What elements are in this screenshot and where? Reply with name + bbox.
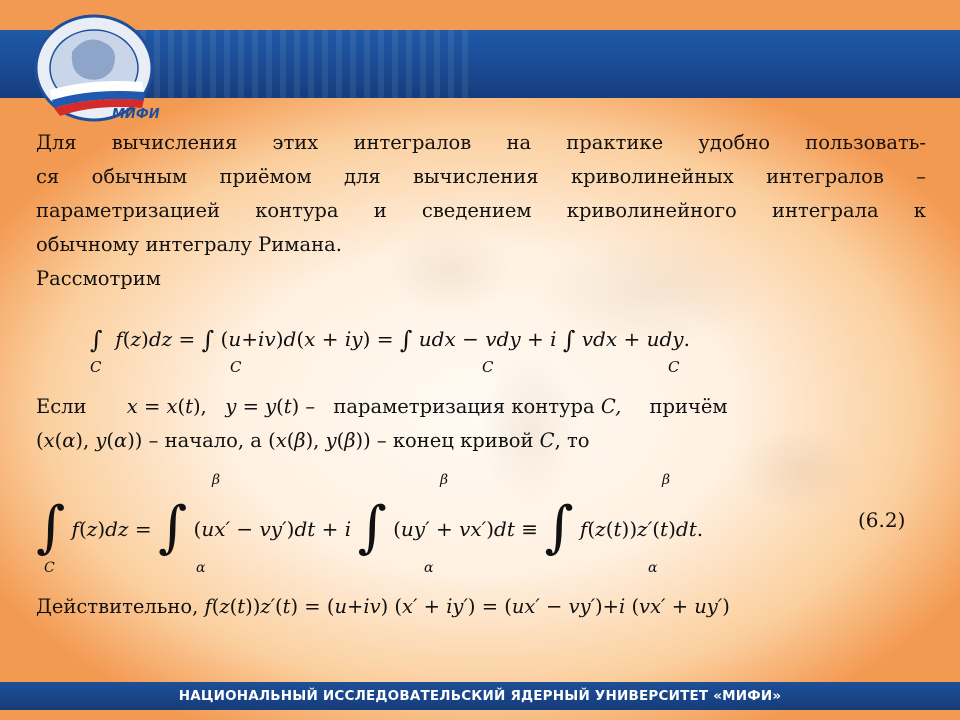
building-photo-strip <box>140 30 470 98</box>
if-word: Если <box>36 395 87 418</box>
paragraph-line-4: обычному интегралу Римана. <box>36 233 342 256</box>
equation-integral-decomposition: ∫ C f(z)dz = ∫ C (u+iv)d(x + iy) = ∫ C udx − vdy + i ∫ C vdx + udy. <box>90 326 690 376</box>
indeed-word: Действительно, <box>36 595 199 618</box>
end-text: – конец кривой <box>376 429 534 452</box>
paragraph-line-1: Для вычисления этих интегралов на практике удобно пользовать- <box>36 131 926 154</box>
slide-body <box>36 126 926 296</box>
moreover-word: причём <box>649 395 728 418</box>
parametrization-line-2: (x(α), y(α)) – начало, а (x(β), y(β)) – конец кривой C, то <box>36 429 590 452</box>
then-text: , то <box>554 429 590 452</box>
paragraph-line-3: параметризацией контура и сведением криволинейного интеграла к <box>36 199 926 222</box>
mephi-logo <box>32 12 160 124</box>
footer-band <box>0 682 960 710</box>
equation-number: (6.2) <box>858 508 906 532</box>
logo-brand-text: МИФИ <box>112 107 160 122</box>
intro-paragraph <box>36 126 926 262</box>
equation-6-2: C β α β α β α ∫ f(z)dz = ∫ (ux′ − vy′)dt + i ∫ (uy′ + vx′)dt ≡ ∫ f(z(t))z′(t)dt. (6.2) <box>36 472 906 576</box>
parametrization-text: параметризация контура <box>333 395 595 418</box>
parametrization-line-1: Если x = x(t), y = y(t) – параметризация контура C, причём <box>36 395 728 418</box>
university-name: НАЦИОНАЛЬНЫЙ ИССЛЕДОВАТЕЛЬСКИЙ ЯДЕРНЫЙ УНИВЕРСИТЕТ «МИФИ» <box>178 688 782 704</box>
indeed-line: Действительно, f(z(t))z′(t) = (u+iv) (x′ + iy′) = (ux′ − vy′)+i (vx′ + uy′) <box>36 595 730 618</box>
paragraph-line-2: ся обычным приёмом для вычисления криволинейных интегралов – <box>36 165 926 188</box>
start-text: – начало, а <box>148 429 262 452</box>
consider-label: Рассмотрим <box>36 267 161 290</box>
